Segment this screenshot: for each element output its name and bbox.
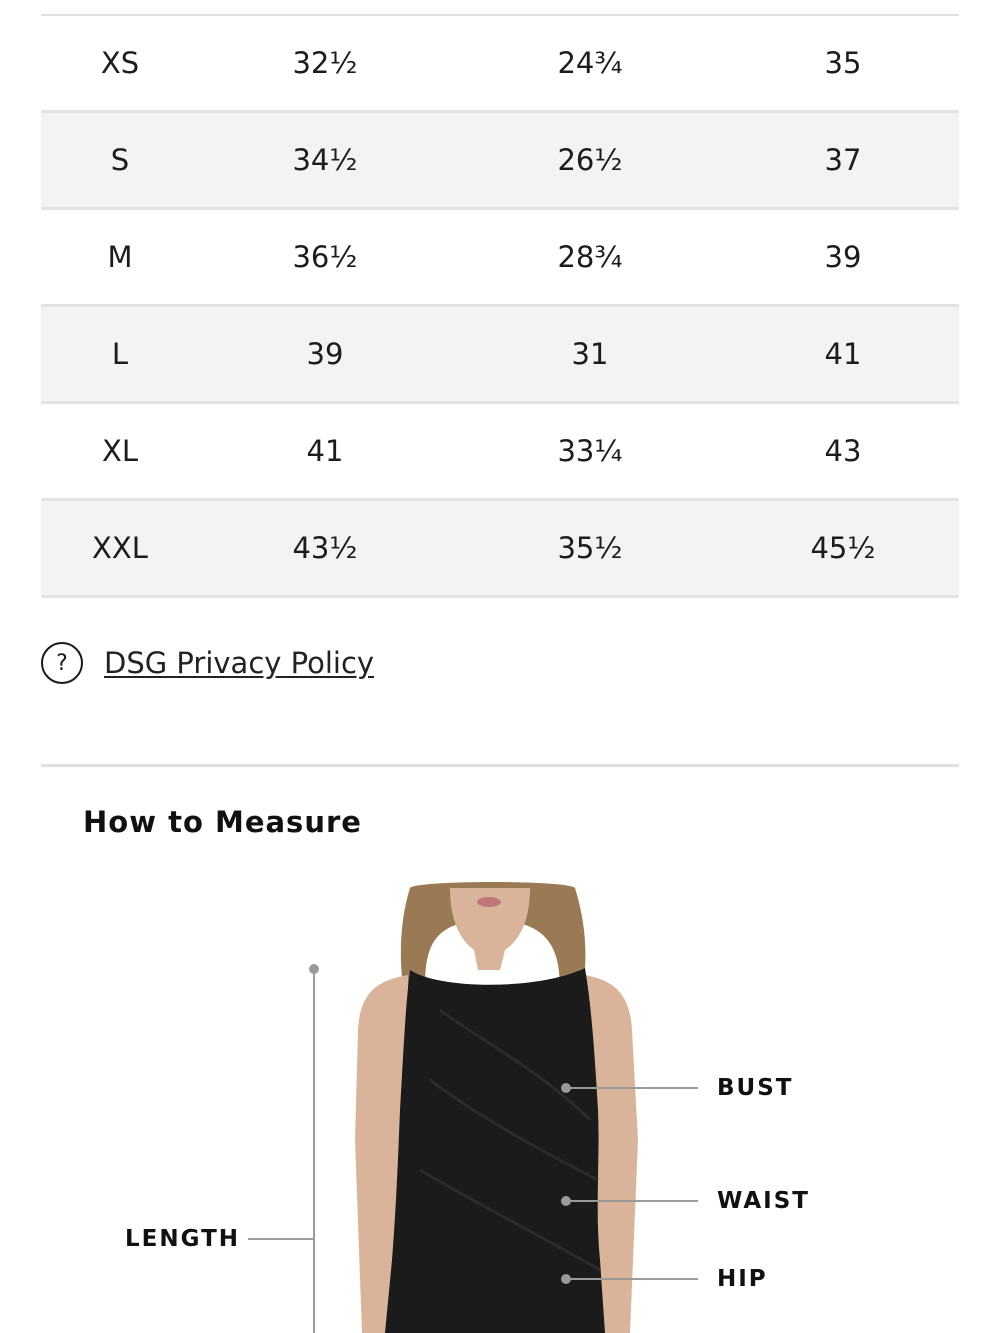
- measurement-illustration: [0, 880, 1000, 1333]
- size-cell: XS: [100, 46, 140, 80]
- waist-label: WAIST: [717, 1188, 810, 1214]
- table-row: [41, 501, 959, 598]
- size-chart-table: [41, 16, 959, 598]
- privacy-policy-link[interactable]: DSG Privacy Policy: [104, 646, 375, 680]
- table-row: [41, 404, 959, 501]
- size-cell: L: [111, 337, 129, 371]
- size-cell: M: [107, 240, 133, 274]
- table-row: [41, 113, 959, 210]
- hip-cell: 45½: [810, 531, 876, 565]
- model-dress-illustration: [0, 880, 1000, 1333]
- size-cell: XXL: [92, 531, 148, 565]
- privacy-policy-row: [41, 640, 374, 686]
- waist-cell: 24¾: [557, 46, 623, 80]
- waist-cell: 28¾: [557, 240, 623, 274]
- waist-cell: 35½: [557, 531, 623, 565]
- size-cell: S: [110, 143, 130, 177]
- question-circle-icon[interactable]: ?: [41, 642, 83, 684]
- how-to-measure-heading: How to Measure: [83, 805, 362, 839]
- bust-cell: 43½: [292, 531, 358, 565]
- waist-cell: 33¼: [557, 434, 623, 468]
- section-divider: [41, 764, 959, 767]
- table-row: [41, 210, 959, 307]
- waist-cell: 26½: [557, 143, 623, 177]
- bust-label: BUST: [717, 1075, 794, 1101]
- bust-cell: 34½: [292, 143, 358, 177]
- size-cell: XL: [101, 434, 139, 468]
- bust-cell: 39: [306, 337, 344, 371]
- hip-cell: 43: [824, 434, 862, 468]
- hip-cell: 35: [824, 46, 862, 80]
- hip-cell: 37: [824, 143, 862, 177]
- bust-cell: 41: [306, 434, 344, 468]
- table-row: [41, 16, 959, 113]
- bust-cell: 36½: [292, 240, 358, 274]
- hip-cell: 41: [824, 337, 862, 371]
- bust-cell: 32½: [292, 46, 358, 80]
- hip-label: HIP: [717, 1266, 768, 1292]
- table-row: [41, 307, 959, 404]
- length-label: LENGTH: [125, 1226, 241, 1252]
- hip-cell: 39: [824, 240, 862, 274]
- waist-cell: 31: [571, 337, 609, 371]
